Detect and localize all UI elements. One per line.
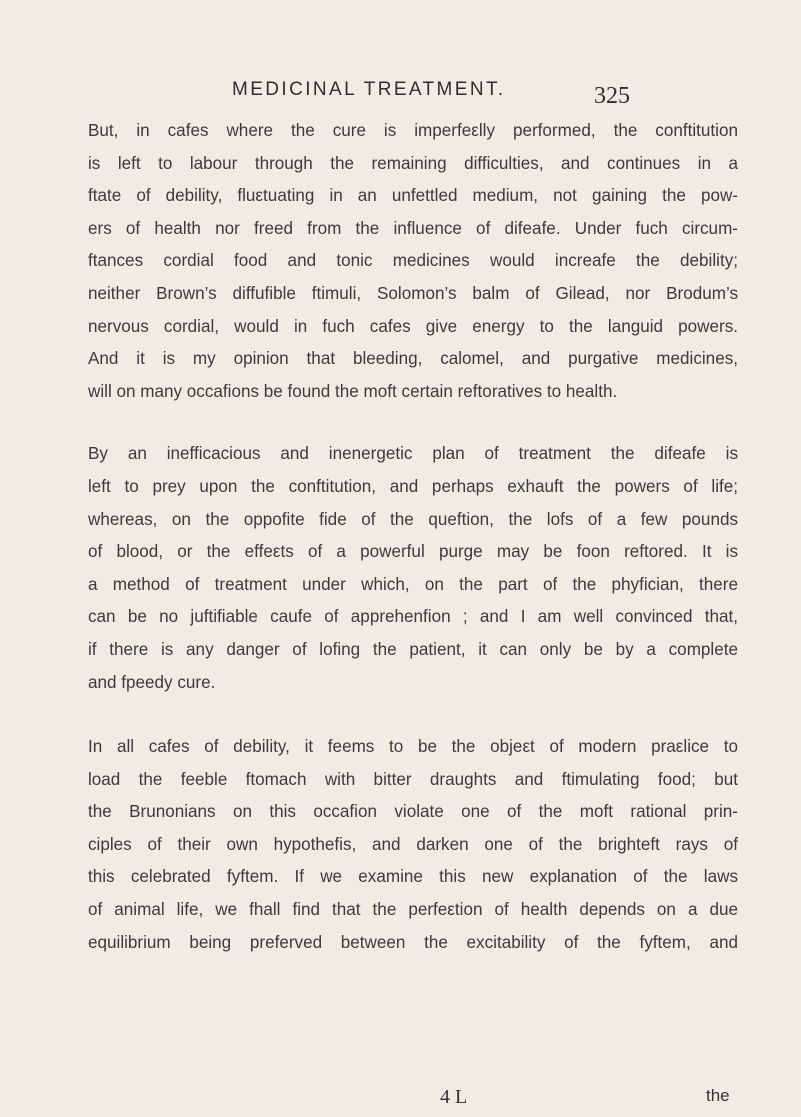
text-line: of blood, or the effeεts of a powerful purge may be foon reftored. It is (88, 542, 738, 562)
text-line: In all cafes of debility, it feems to be the objeεt of modern praεlice to (88, 737, 738, 757)
signature-mark: 4 L (440, 1086, 468, 1108)
text-line: ftate of debility, fluεtuating in an unfettled medium, not gaining the pow- (88, 186, 738, 206)
text-line: is left to labour through the remaining difficulties, and continues in a (88, 153, 738, 173)
body-text (88, 115, 738, 959)
paragraph-2 (88, 438, 738, 699)
catchword: the (706, 1086, 730, 1105)
text-line: neither Brown’s diffufible ftimuli, Solomon’s balm of Gilead, nor Brodum’s (88, 283, 738, 303)
text-line: whereas, on the oppofite fide of the queftion, the lofs of a few pounds (88, 509, 738, 529)
text-line: a method of treatment under which, on the part of the phyfician, there (88, 574, 738, 594)
text-line: can be no juftifiable caufe of apprehenfion ; and I am well convinced that, (88, 607, 738, 627)
text-line: will on many occafions be found the moft certain reftoratives to health. (88, 381, 618, 401)
text-line: ers of health nor freed from the influence of difeafe. Under fuch circum- (88, 218, 738, 238)
text-line: load the feeble ftomach with bitter draughts and ftimulating food; but (88, 769, 738, 789)
paragraph-3 (88, 731, 738, 959)
paragraph-gap (88, 408, 738, 438)
text-line: ciples of their own hypothefis, and darken one of the brighteft rays of (88, 834, 738, 854)
text-line: But, in cafes where the cure is imperfeεlly performed, the conftitution (88, 121, 738, 140)
page-footer (0, 1086, 801, 1110)
paragraph-1 (88, 115, 738, 408)
text-line: By an inefficacious and inenergetic plan of treatment the difeafe is (88, 444, 738, 464)
text-line: left to prey upon the conftitution, and perhaps exhauft the powers of life; (88, 476, 738, 496)
text-line: And it is my opinion that bleeding, calomel, and purgative medicines, (88, 349, 738, 369)
page-number: 325 (594, 83, 630, 109)
text-line: this celebrated fyftem. If we examine this new explanation of the laws (88, 867, 738, 887)
running-title: MEDICINAL TREATMENT. (232, 79, 506, 100)
page-header (0, 79, 801, 109)
text-line: and fpeedy cure. (88, 672, 216, 692)
text-line: of animal life, we fhall find that the perfeεtion of health depends on a due (88, 900, 738, 920)
text-line: equilibrium being preferved between the excitability of the fyftem, and (88, 932, 738, 952)
text-line: nervous cordial, would in fuch cafes give energy to the languid powers. (88, 316, 738, 336)
text-line: ftances cordial food and tonic medicines would increafe the debility; (88, 251, 738, 271)
paragraph-gap (88, 699, 738, 731)
text-line: if there is any danger of lofing the patient, it can only be by a complete (88, 639, 738, 659)
text-line: the Brunonians on this occafion violate one of the moft rational prin- (88, 802, 738, 822)
